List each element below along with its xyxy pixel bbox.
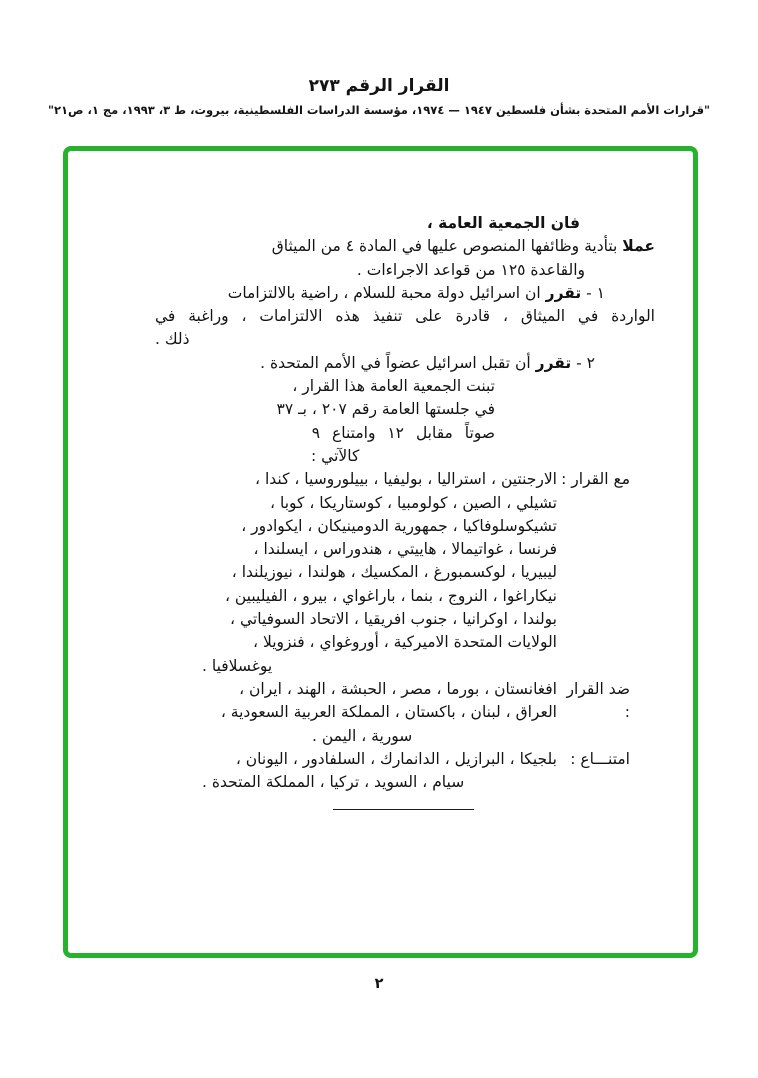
votes-for-line: فرنسا ، غواتيمالا ، هاييتي ، هندوراس ، ايسلندا ،: [253, 540, 557, 559]
votes-against-row: [155, 678, 630, 748]
preamble-lead-word: عملا: [622, 237, 655, 256]
votes-abstain-label: امتنـــاع :: [570, 749, 630, 768]
clause-2-line: [155, 352, 595, 375]
votes-for-row: [155, 468, 630, 678]
votes-against-label: ضد القرار :: [566, 679, 630, 722]
citation-line: "قرارات الأمم المتحدة بشأن فلسطين ١٩٤٧ — ١٩٧٤، مؤسسة الدراسات الفلسطينية، بيروت، ط ٣، ١٩٩٣، مج ١، ص٢١": [47, 103, 711, 117]
resolution-opening-line: فان الجمعية العامة ،: [426, 214, 580, 232]
adoption-line-3: صوتاً مقابل ١٢ وامتناع ٩: [311, 423, 495, 442]
preamble-line-1: [155, 235, 655, 258]
adoption-line-1: تبنت الجمعية العامة هذا القرار ،: [292, 377, 495, 396]
clause-2-rest: أن تقبل اسرائيل عضواً في الأمم المتحدة .: [260, 353, 536, 372]
adoption-line-4: كالآتي :: [311, 446, 360, 465]
votes-for-line: تشيلي ، الصين ، كولومبيا ، كوستاريكا ، كوبا ،: [270, 493, 557, 512]
votes-for-line: الولايات المتحدة الاميركية ، أوروغواي ، فنزويلا ،: [253, 633, 557, 652]
votes-for-line: الارجنتين ، استراليا ، بوليفيا ، بييلوروسيا ، كندا ،: [255, 470, 557, 489]
votes-for-line: نيكاراغوا ، النروج ، بنما ، باراغواي ، بيرو ، الفيليبين ،: [224, 586, 557, 605]
resolution-text: [155, 212, 655, 794]
clause-2-number: ٢ -: [571, 353, 595, 372]
votes-against-countries: [202, 678, 557, 748]
preamble-line-2: والقاعدة ١٢٥ من قواعد الاجراءات .: [356, 260, 585, 279]
section-divider-rule: [333, 809, 474, 810]
votes-for-countries: [202, 468, 557, 678]
votes-against-line: سورية ، اليمن .: [312, 726, 413, 745]
preamble-line-1-rest: بتأدية وظائفها المنصوص عليها في المادة ٤ من الميثاق: [271, 237, 623, 256]
clause-1-line-1: [155, 282, 605, 305]
votes-for-line: بولندا ، اوكرانيا ، جنوب افريقيا ، الاتحاد السوفياتي ،: [230, 610, 557, 629]
page-number: ٢: [374, 976, 384, 992]
votes-abstain-line: سيام ، السويد ، تركيا ، المملكة المتحدة .: [202, 773, 465, 792]
clause-1-line-3: ذلك .: [155, 330, 190, 349]
votes-against-line: العراق ، لبنان ، باكستان ، المملكة العربية السعودية ،: [220, 703, 557, 722]
votes-for-line: تشيكوسلوفاكيا ، جمهورية الدومينيكان ، ايكوادور ،: [241, 516, 557, 535]
votes-for-line: ليبيريا ، لوكسمبورغ ، المكسيك ، هولندا ، نيوزيلندا ،: [231, 563, 557, 582]
votes-section: [155, 468, 630, 794]
clause-1-number: ١ -: [581, 283, 605, 302]
votes-against-line: افغانستان ، بورما ، مصر ، الحبشة ، الهند ، ايران ،: [239, 679, 557, 698]
page-title: القرار الرقم ٢٧٣: [308, 76, 450, 96]
adoption-line-2: في جلستها العامة رقم ٢٠٧ ، بـ ٣٧: [276, 400, 495, 419]
clause-2-lead-word: تقرر: [535, 353, 572, 372]
votes-for-line: يوغسلافيا .: [202, 656, 273, 675]
clause-1-lead-word: تقرر: [545, 283, 582, 302]
clause-1-line-1-rest: ان اسرائيل دولة محبة للسلام ، راضية بالالتزامات: [227, 283, 546, 302]
votes-abstain-row: [155, 748, 630, 795]
votes-abstain-line: بلجيكا ، البرازيل ، الدانمارك ، السلفادور ، اليونان ،: [235, 749, 557, 768]
votes-for-label: مع القرار :: [561, 470, 630, 489]
adoption-note: [276, 375, 495, 468]
votes-abstain-countries: [202, 748, 557, 795]
clause-1-line-2: الواردة في الميثاق ، قادرة على تنفيذ هذه الالتزامات ، وراغبة في: [155, 307, 655, 326]
